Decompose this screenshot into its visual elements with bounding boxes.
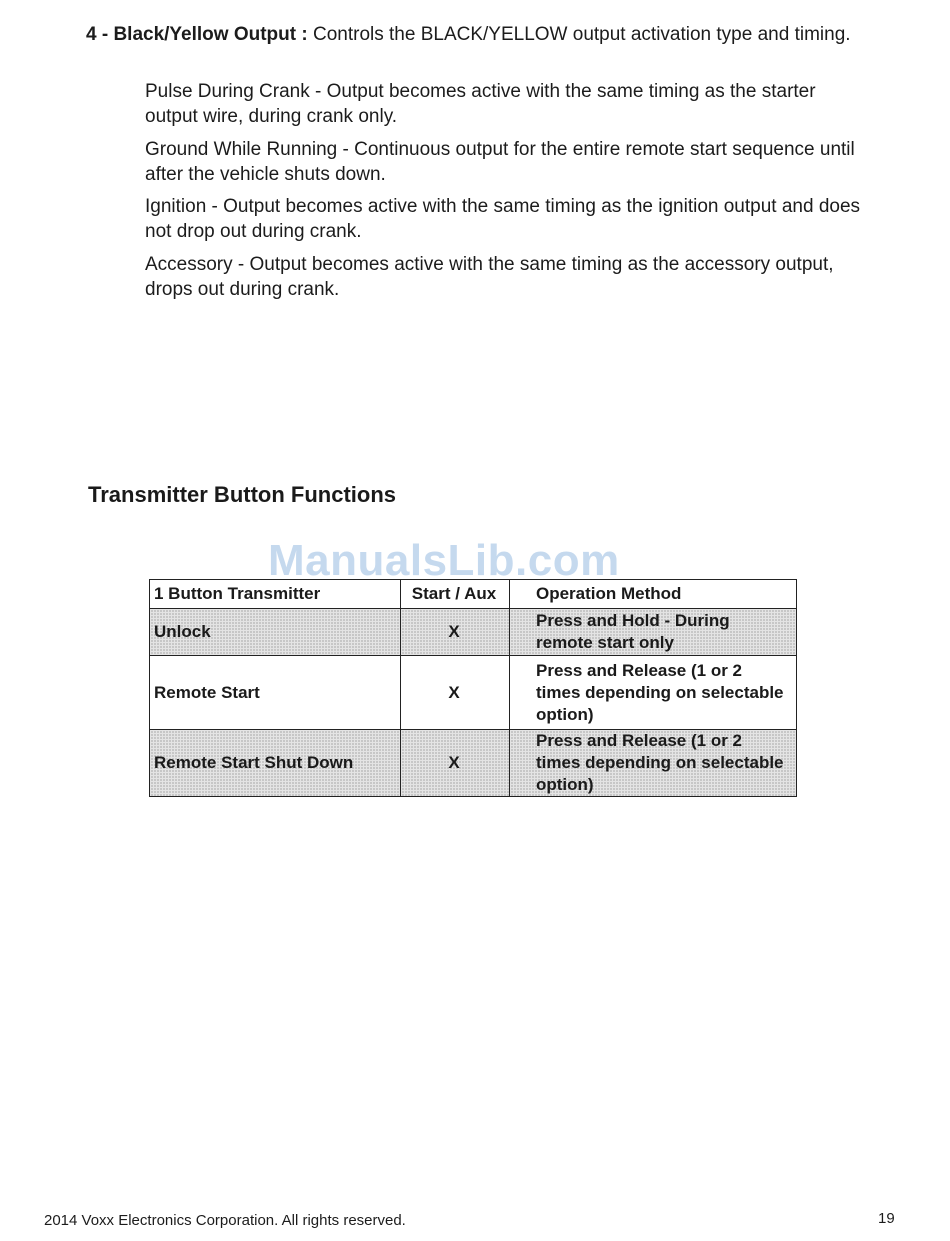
row-operation: Press and Release (1 or 2 times depending on selectable option) xyxy=(510,730,797,797)
row-start-aux: X xyxy=(401,609,510,656)
row-operation: Press and Release (1 or 2 times depending on selectable option) xyxy=(510,656,797,730)
output-description: Controls the BLACK/YELLOW output activation type and timing. xyxy=(307,24,851,45)
output-heading: 4 - Black/Yellow Output : xyxy=(86,24,308,45)
table-row xyxy=(150,609,797,656)
output-heading-paragraph xyxy=(86,22,876,47)
footer-copyright: 2014 Voxx Electronics Corporation. All rights reserved. xyxy=(44,1212,406,1229)
option-ground-while-running: Ground While Running - Continuous output for the entire remote start sequence until after the vehicle shuts down. xyxy=(145,139,855,185)
header-cell-operation-method: Operation Method xyxy=(510,580,797,609)
row-start-aux: X xyxy=(401,656,510,730)
section-title: Transmitter Button Functions xyxy=(88,482,396,507)
option-ignition: Ignition - Output becomes active with the same timing as the ignition output and does not drop out during crank. xyxy=(145,196,861,242)
option-pulse-during-crank: Pulse During Crank - Output becomes active with the same timing as the starter output wire, during crank only. xyxy=(145,81,816,127)
transmitter-button-table xyxy=(149,579,797,797)
header-cell-transmitter: 1 Button Transmitter xyxy=(150,580,401,609)
table-row xyxy=(150,656,797,730)
header-cell-start-aux: Start / Aux xyxy=(401,580,510,609)
table-row xyxy=(150,730,797,797)
row-start-aux: X xyxy=(401,730,510,797)
row-function: Unlock xyxy=(150,609,401,656)
page-number: 19 xyxy=(878,1210,895,1227)
row-operation: Press and Hold - During remote start only xyxy=(510,609,797,656)
row-function: Remote Start xyxy=(150,656,401,730)
option-accessory: Accessory - Output becomes active with the same timing as the accessory output, drops out during crank. xyxy=(145,254,834,300)
row-function: Remote Start Shut Down xyxy=(150,730,401,797)
manualslib-watermark: ManualsLib.com xyxy=(268,536,620,585)
